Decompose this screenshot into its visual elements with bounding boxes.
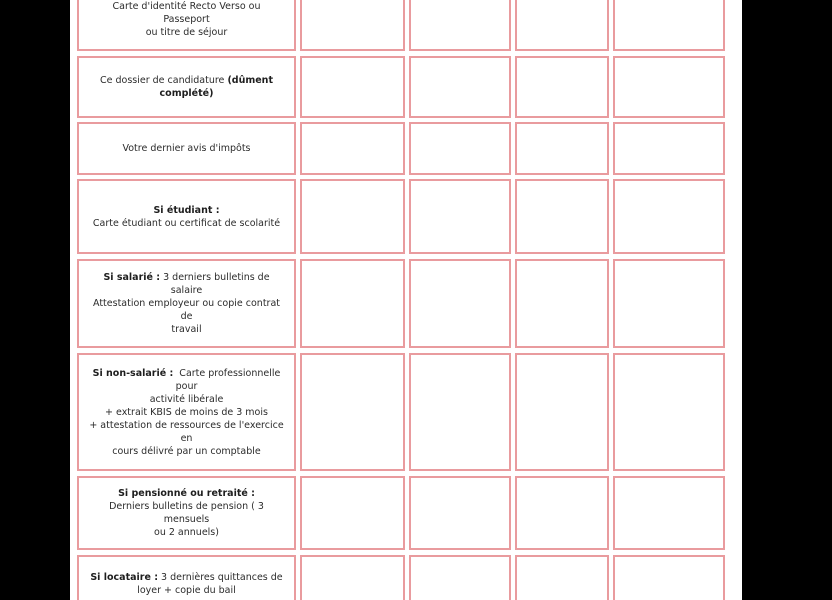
label-text: cours délivré par un comptable [112,445,261,457]
label-text: Attestation employeur ou copie contrat de [93,298,284,322]
label-line [89,419,287,445]
label-bold-text: (dûment [227,75,273,86]
document-label-text [89,487,284,539]
document-label-cell [77,353,296,471]
label-line [89,500,284,526]
label-line [89,26,284,39]
document-label-text [89,0,284,39]
label-text: ou 2 annuels) [154,527,219,538]
document-page [70,0,742,600]
checkbox-cell [300,353,405,471]
checkbox-cell [409,476,511,550]
checkbox-cell [613,56,725,118]
label-line [89,445,284,458]
label-text: Carte professionnelle pour [173,367,284,392]
label-text: activité libérale [149,393,224,405]
checkbox-cell [613,0,725,51]
document-label-text [89,204,284,230]
label-bold-text: Si locataire : [90,571,159,583]
checkbox-cell [409,122,511,175]
label-line [89,74,284,87]
label-text: Carte d'identité Recto Verso ou Passeport [112,1,264,25]
label-line [89,487,284,500]
checkbox-cell [515,56,609,118]
label-bold-text: Si salarié : [103,272,161,283]
label-line [89,217,284,230]
checkbox-cell [515,0,609,51]
checkbox-cell [515,353,609,471]
label-line [89,142,284,155]
checkbox-cell [515,555,609,600]
document-label-cell [77,122,296,175]
checkbox-cell [409,555,511,600]
checkbox-cell [300,56,405,118]
document-label-cell [77,476,296,550]
label-line [89,584,284,597]
checkbox-cell [409,179,511,254]
label-line [89,271,284,297]
checkbox-cell [300,122,405,175]
label-text: Derniers bulletins de pension ( 3 mensuels [109,501,267,525]
label-bold-text: Si non-salarié : [92,367,174,379]
document-label-cell [77,0,296,51]
document-label-cell [77,555,296,600]
label-line [89,393,284,406]
checkbox-cell [515,259,609,348]
checkbox-cell [613,476,725,550]
label-bold-text: Si pensionné ou retraité : [118,488,255,499]
checkbox-cell [409,259,511,348]
checkbox-cell [409,0,511,51]
label-text: + extrait KBIS de moins de 3 mois [105,406,268,418]
checkbox-cell [515,122,609,175]
label-line [89,0,284,26]
checkbox-cell [300,0,405,51]
document-label-cell [77,179,296,254]
label-line [89,323,284,336]
label-line [89,297,284,323]
checkbox-cell [515,476,609,550]
checkbox-cell [613,259,725,348]
document-label-text [89,367,287,458]
document-label-cell [77,56,296,118]
checkbox-cell [613,122,725,175]
checkbox-cell [515,179,609,254]
label-text: Carte étudiant ou certificat de scolarité [92,217,281,229]
checkbox-cell [300,555,405,600]
label-text: ou titre de séjour [145,27,228,38]
label-text: 3 dernières quittances de [158,571,283,583]
checkbox-cell [409,353,511,471]
checkbox-cell [409,56,511,118]
label-line [89,406,284,419]
document-label-text [89,142,284,155]
label-line [89,204,284,217]
document-label-text [89,271,284,336]
checkbox-cell [300,259,405,348]
label-text: 3 derniers bulletins de salaire [160,272,273,296]
checkbox-cell [300,179,405,254]
document-label-text [89,74,284,100]
label-text: loyer + copie du bail [137,584,236,596]
checkbox-cell [300,476,405,550]
label-bold-text: complété) [159,88,214,99]
label-bold-text: Si étudiant : [153,204,220,216]
document-label-text [89,571,284,597]
checkbox-cell [613,179,725,254]
label-line [89,87,284,100]
label-line [89,367,284,393]
label-text: Ce dossier de candidature [99,75,228,86]
checkbox-cell [613,555,725,600]
checkbox-cell [613,353,725,471]
label-text: travail [171,324,202,335]
label-text: Votre dernier avis d'impôts [122,143,251,154]
label-line [89,526,284,539]
document-label-cell [77,259,296,348]
label-text: + attestation de ressources de l'exercice en [89,419,287,444]
label-line [89,571,284,584]
